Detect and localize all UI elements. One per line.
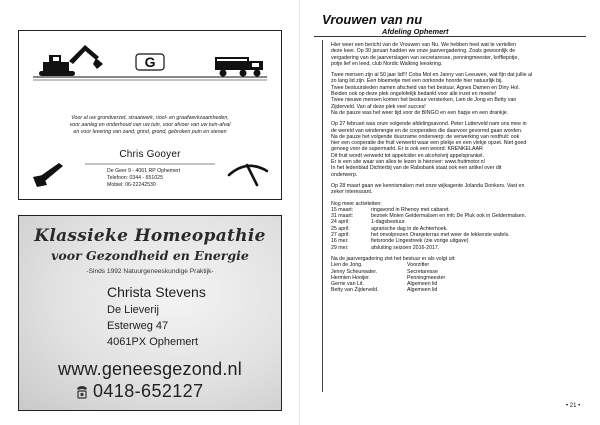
text-line: zeker interessant. (331, 189, 373, 196)
paragraph (331, 121, 591, 178)
text-line: Twee nieuwe mensen komen het bestuur versterken, Lien de Jong en Betty van (331, 97, 517, 104)
text-line: Na de pauze was het weer tijd voor de BINGO en een hapje en een drankje. (331, 109, 509, 116)
paragraph (331, 183, 591, 196)
text-line: Er is een site waar van alles te lezen is hierover: www.fruitmotor.nl (331, 159, 485, 166)
member-role: Penningmeester (407, 274, 446, 281)
member-name: Lien de Jong. (331, 262, 363, 269)
activities-list (331, 207, 591, 251)
text-line: deze keer. Op 30 januari hadden we onze jaarvergadering. Zoals gewoonlijk de (331, 48, 516, 55)
text-line: Twee bestuursleden namen afscheid van het bestuur, Agnes Damen en Diny Hol. (331, 84, 520, 91)
website-link[interactable]: www.geneesgezond.nl (58, 359, 242, 379)
truck-icon (215, 57, 263, 77)
title-rule (314, 36, 586, 37)
text-line: Na de pauze het volgende duurzame onderwerp: de verwerking van restfruit: ook (331, 133, 520, 140)
address-city: 4061PX Ophemert (107, 336, 199, 348)
activity-text: ringavond in Rhenoy met cabaret. (371, 206, 450, 213)
text-line: Dit fruit wordt verwerkt tot appelcider en alcoholvrij appelsprankel. (331, 152, 484, 159)
activities-heading: Nog meer activiteiten: (331, 200, 382, 207)
activity-text: 1-dagsbestuur. (371, 219, 406, 226)
ad-title: Klassieke Homeopathie (34, 226, 266, 246)
activity-date: 25 april: (331, 225, 350, 232)
column-rule (322, 40, 323, 392)
board-list (331, 262, 591, 293)
text-line: hier een cooperatie die fruit verwerkt waar een plekje en een vlekje opzet. Niet goed (331, 140, 527, 147)
pickaxe-icon (229, 165, 267, 185)
page-fold (299, 0, 300, 425)
svg-text:G: G (144, 54, 156, 70)
ad-klassieke-homeopathie (18, 215, 282, 411)
activity-text: agrarische dag in de Achterhoek. (371, 225, 448, 232)
address-number: Esterweg 47 (107, 320, 169, 332)
ad-chris-gooyer (18, 30, 282, 200)
text-line: Beiden ook op deze plek ongelofelijk bedankt voor alle inzet en moeite! (331, 91, 497, 98)
member-role: Voorzitter (407, 262, 430, 269)
mobile-line: Mobiel: 06-22242530 (107, 182, 156, 189)
activity-date: 27 april: (331, 232, 350, 239)
ad-subtitle: voor Gezondheid en Energie (51, 248, 249, 263)
address-street: De Lieverij (107, 304, 159, 316)
excavator-icon (39, 45, 103, 76)
member-role: Algemeen lid (407, 281, 438, 288)
member-name: Jenny Scheurwater. (331, 268, 378, 275)
text-line: vergadering van de jaarverslagen van secretaresse, penningmeester, koffiepotje, (331, 54, 519, 61)
text-line: onderwerp. (331, 171, 358, 178)
member-name: Gerrie van Lit. (331, 281, 364, 288)
activity-text: afsluiting seizoen 2016-2017. (371, 244, 440, 251)
description-line: en voor levering van zand, grind, grond, gebroken puin en stenen (73, 129, 227, 135)
description-line: Voor al uw grondverzet, straatwerk, riool- en graafwerkzaamheden, (71, 115, 229, 121)
article-subtitle: Afdeling Ophemert (382, 27, 449, 36)
contact-details (107, 168, 197, 190)
activity-date: 29 mei: (331, 244, 349, 251)
paragraph (331, 72, 591, 116)
telephone-icon (75, 384, 89, 400)
member-name: Betty van Zijderveld. (331, 287, 379, 294)
address-line: De Geer 9 - 4061 RP Ophemert (107, 168, 181, 174)
text-line: Op 28 maart gaan we kennismaken met onze wijkagente Jolanda Donkers. Vast en (331, 182, 525, 189)
activity-date: 16 mei: (331, 238, 349, 245)
text-line: In het ledenblad Dichterbij van de Rabobank staat ook een artikel over dit (331, 165, 502, 172)
phone-number: 0418-652127 (93, 381, 204, 401)
member-name: Hermien Hooijer. (331, 274, 371, 281)
service-description (33, 115, 267, 136)
activity-date: 31 maart: (331, 213, 354, 220)
member-role: Algemeen lid (407, 287, 438, 294)
text-line: Twee mensen zijn al 50 jaar lid!!! Coba Mol en Janny van Leeuwen, wat fijn dat jullie al (331, 72, 533, 79)
phone-line: Telefoon: 0344 - 651025 (107, 175, 163, 182)
text-line: Zijderveld. Van af deze plek veel succes! (331, 103, 426, 110)
practitioner-name: Christa Stevens (107, 284, 206, 300)
article-body (331, 42, 591, 294)
company-logo (136, 54, 164, 70)
activity-text: fietsronde Lingestreek (zie vorige uitgave) (371, 238, 469, 245)
activity-text: bezoek Molen Geldermalsen en mfc De Pluk ook in Geldermalsen. (371, 213, 526, 220)
text-line: genoeg voor de supermarkt. Er is ook een woord: KRENKELAAR (331, 146, 483, 153)
text-line: de wereld van windenergie en de cooperaties die daarvoor gevormd gaan worden. (331, 127, 523, 134)
paragraph (331, 42, 591, 67)
article-title: Vrouwen van nu (322, 12, 423, 27)
board-member (331, 287, 591, 293)
member-role: Secretaresse (407, 268, 438, 275)
business-name: Chris Gooyer (119, 149, 181, 160)
page-number: • 21 • (566, 403, 581, 409)
activity-text: het onvolprezen Oranjeterras met weer de lekkerste wafels. (371, 232, 510, 239)
board-heading: Na de jaarvergadering ziet het bestuur er als volgt uit: (331, 255, 456, 262)
ad-tagline: -Sinds 1992 Natuurgeneeskundige Praktijk- (86, 268, 214, 275)
description-line: voor aanleg en onderhoud van uw tuin, voor afvoer van uw tuin-afval (69, 122, 231, 128)
activity-date: 15 maart: (331, 206, 354, 213)
text-line: zo lang lid zijn. Een bloemetje met een oorkonde hoorde hier natuurlijk bij. (331, 78, 503, 85)
text-line: Op 27 februari was onze volgende afdelingsavond. Peter Lutterveld nam ons mee in (331, 121, 527, 128)
text-line: potje lief en leed, club Nordic Walking leeskring. (331, 60, 443, 67)
shovel-icon (33, 163, 63, 187)
text-line: Hier weer een bericht van de Vrouwen van Nu. We hebben heel wat te vertellen (331, 42, 517, 48)
activity-date: 24 april: (331, 219, 350, 226)
